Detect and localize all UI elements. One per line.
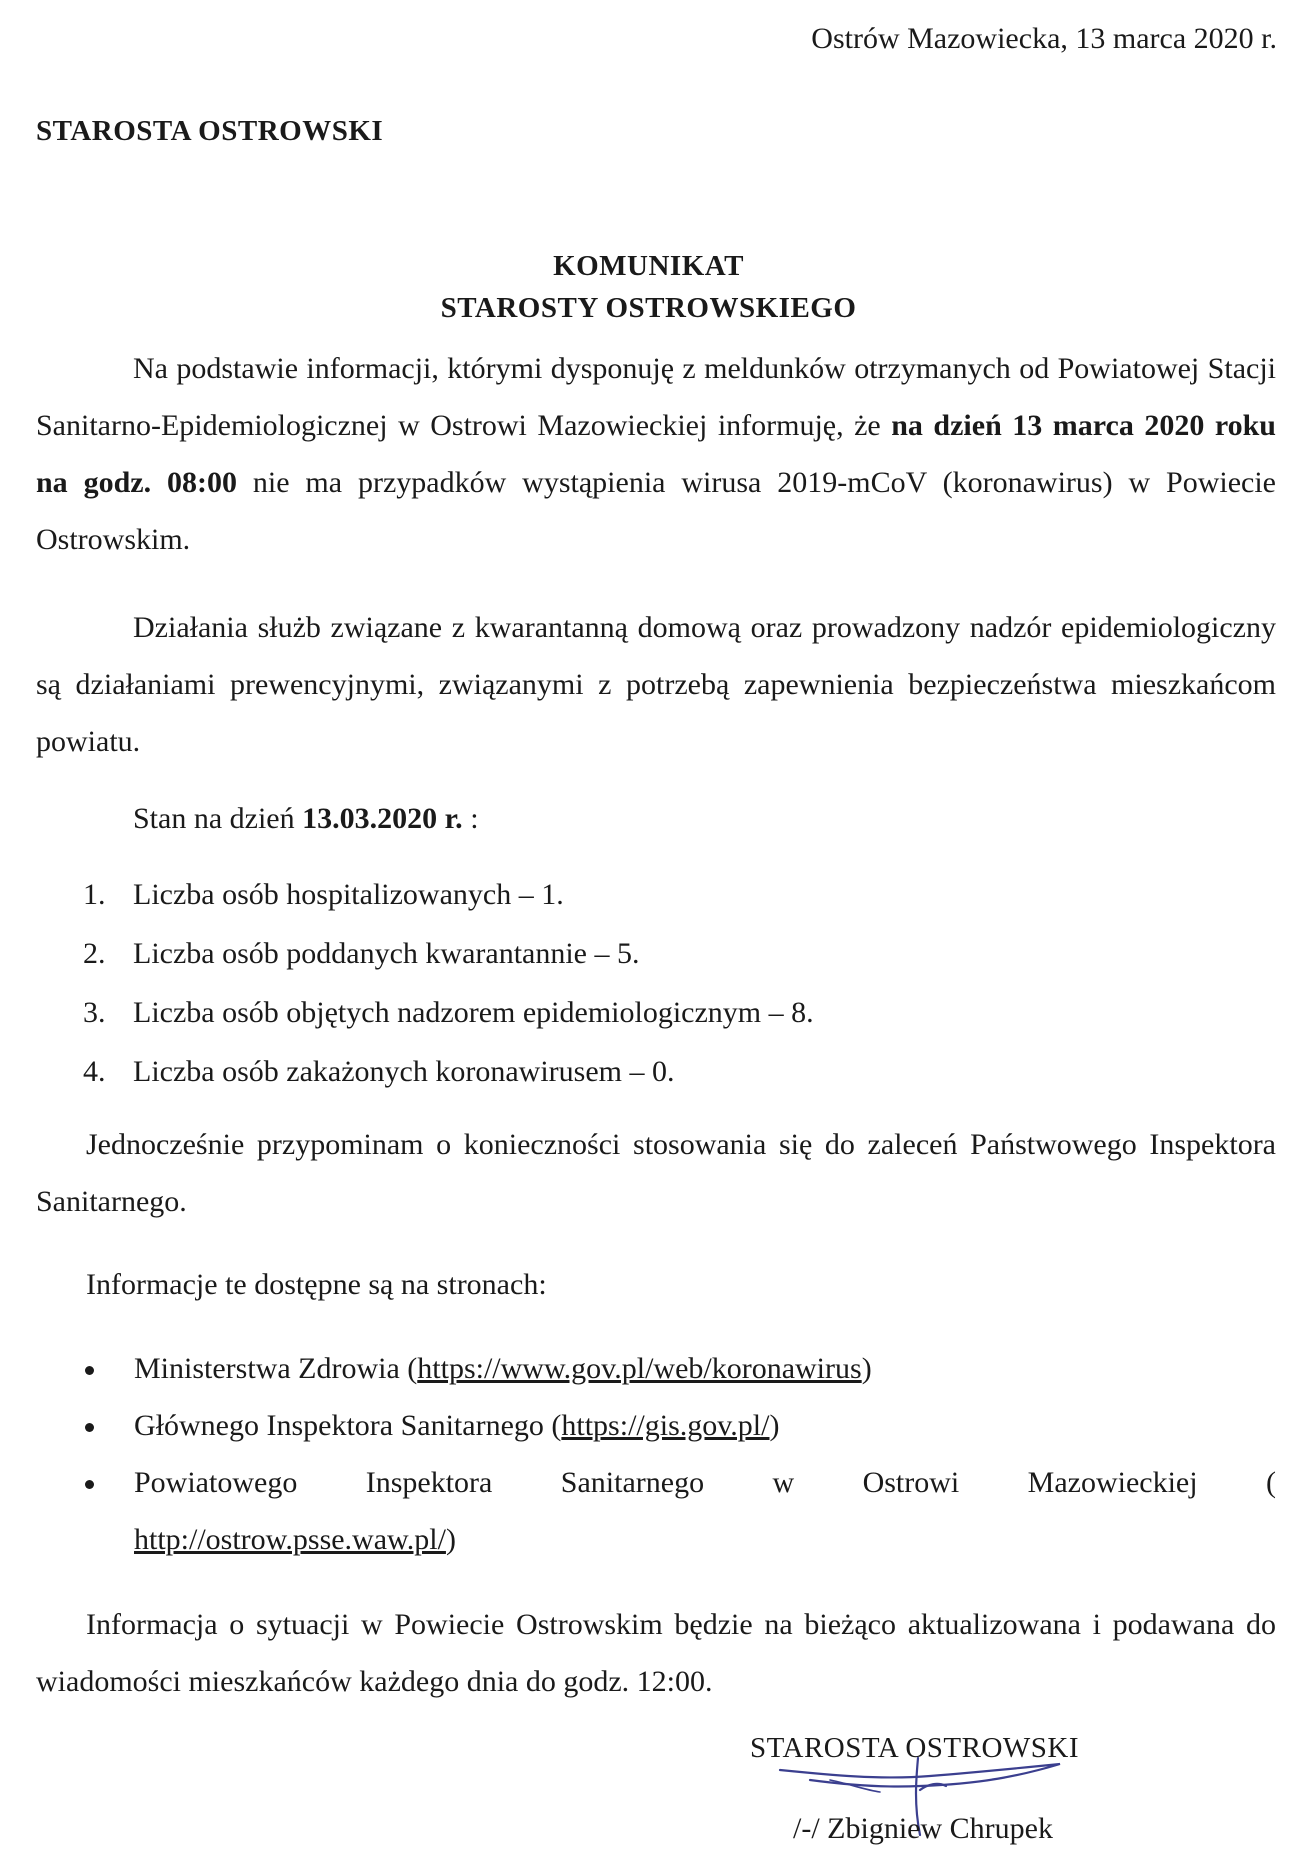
paragraph-situation [36, 340, 1276, 568]
link-label: Ministerstwa Zdrowia ( [134, 1352, 418, 1385]
info-intro: Informacje te dostępne są na stronach: [86, 1268, 547, 1301]
list-item [36, 1340, 1276, 1397]
paragraph-prevention: Działania służb związane z kwarantanną domową oraz prowadzony nadzór epidemiologiczny są działaniami prewencyjnymi, związanymi z potrzebą zapewnienia bezpieczeństwa mieszkańcom powiatu. [36, 611, 1276, 758]
link-url[interactable]: https://www.gov.pl/web/koronawirus [417, 1352, 862, 1385]
link-close: ) [445, 1523, 456, 1556]
paragraph-updates: Informacja o sytuacji w Powiecie Ostrowskim będzie na bieżąco aktualizowana i podawana do wiadomości mieszkańców każdego dnia do godz. 12:00. [36, 1608, 1276, 1698]
bullet-icon [36, 1454, 134, 1511]
paragraph-1-text-a: Na podstawie informacji, którymi dysponuję z meldunków otrzymanych od Powiatowej Stacji Sanitarno-Epidemiologicznej w Ostrowi Mazowieckiej informuję, że [36, 352, 1276, 442]
link-url[interactable]: http://ostrow.psse.waw.pl/ [134, 1523, 446, 1556]
signature-stroke [780, 1764, 1060, 1787]
list-item [36, 1397, 1276, 1454]
link-url[interactable]: https://gis.gov.pl/ [561, 1409, 770, 1442]
status-prefix: Stan na dzień [133, 802, 303, 835]
signature-title: STAROSTA OSTROWSKI [750, 1732, 1080, 1764]
list-item [36, 983, 1276, 1042]
list-number: 4. [83, 1055, 106, 1088]
link-item-text [134, 1340, 1276, 1397]
list-item [36, 924, 1276, 983]
list-item [36, 865, 1276, 924]
date-line: Ostrów Mazowiecka, 13 marca 2020 r. [811, 22, 1277, 55]
link-url-wrap [134, 1511, 456, 1568]
document-title [0, 245, 1297, 329]
list-number: 2. [83, 937, 106, 970]
link-close: ) [861, 1352, 872, 1385]
list-item-text: Liczba osób poddanych kwarantannie – 5. [133, 937, 640, 970]
list-item-text: Liczba osób zakażonych koronawirusem – 0. [133, 1055, 675, 1088]
link-item-text [134, 1397, 1276, 1454]
paragraph-1-bold-date: na dzień 13 marca 2020 roku na godz. 08:00 [36, 409, 1276, 499]
list-item [36, 1454, 1276, 1568]
link-close: ) [769, 1409, 780, 1442]
links-list [36, 1340, 1276, 1568]
sender-heading: STAROSTA OSTROWSKI [36, 115, 384, 147]
list-item-text: Liczba osób objętych nadzorem epidemiologicznym – 8. [133, 996, 814, 1029]
title-line-1: KOMUNIKAT [553, 250, 744, 282]
title-line-2: STAROSTY OSTROWSKIEGO [440, 292, 857, 324]
list-number: 3. [83, 996, 106, 1029]
link-label: Powiatowego Inspektora Sanitarnego w Ostrowi Mazowieckiej ( [134, 1466, 1276, 1499]
bullet-icon [36, 1340, 134, 1397]
signature-name: /-/ Zbigniew Chrupek [793, 1812, 1053, 1845]
status-date: 13.03.2020 r. [302, 802, 463, 835]
link-item-text [134, 1454, 1276, 1568]
list-number: 1. [83, 878, 106, 911]
link-label: Głównego Inspektora Sanitarnego ( [134, 1409, 562, 1442]
stats-list [36, 865, 1276, 1101]
list-item [36, 1042, 1276, 1101]
paragraph-reminder: Jednocześnie przypominam o konieczności stosowania się do zaleceń Państwowego Inspektora Sanitarnego. [36, 1128, 1276, 1218]
paragraph-1-text-b: nie ma przypadków wystąpienia wirusa 2019-mCoV (koronawirus) w Powiecie Ostrowskim. [36, 466, 1276, 556]
list-item-text: Liczba osób hospitalizowanych – 1. [133, 878, 564, 911]
status-line [133, 790, 479, 847]
status-suffix: : [462, 802, 479, 835]
bullet-icon [36, 1397, 134, 1454]
